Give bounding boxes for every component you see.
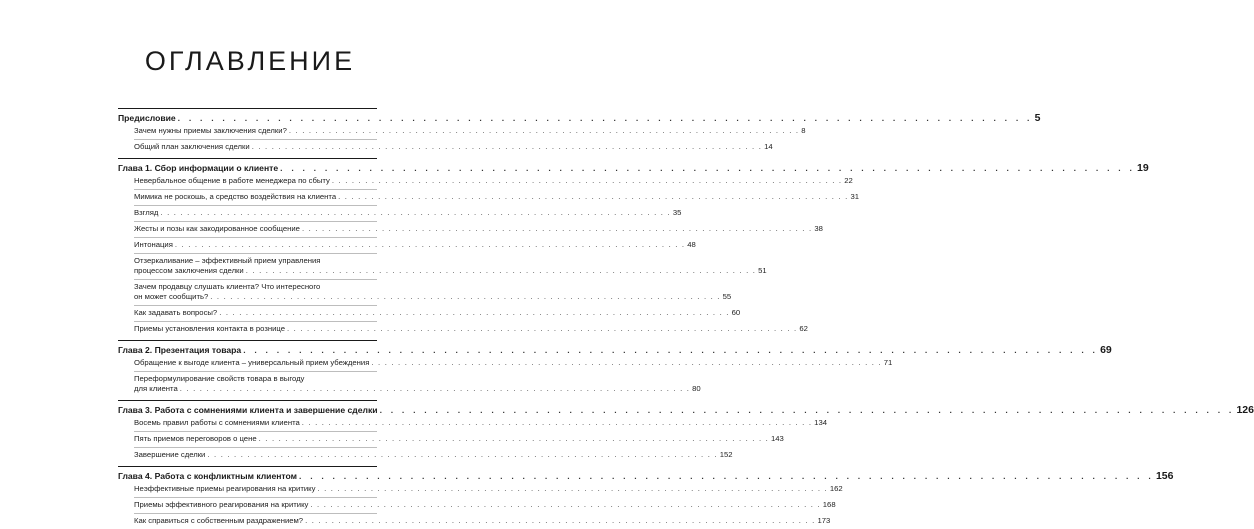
toc-item-title: Пять приемов переговоров о цене — [134, 434, 257, 443]
toc-chapter-title: Предисловие — [118, 113, 176, 123]
dot-leader — [332, 176, 842, 186]
toc-page-number: 156 — [1155, 470, 1174, 482]
toc-item[interactable] — [134, 306, 741, 322]
toc-item-title-line1: Переформулирование свойств товара в выгоду — [134, 374, 305, 383]
dot-leader — [246, 266, 756, 276]
toc-item-title-line1: Отзеркаливание – эффективный прием управления — [134, 256, 321, 265]
dot-leader — [310, 500, 820, 510]
toc-item[interactable] — [134, 514, 831, 529]
toc-item-title: Как справиться с собственным раздражением? — [134, 516, 304, 525]
toc-item[interactable] — [134, 254, 767, 280]
toc-item-title: Неэффективные приемы реагирования на критику — [134, 484, 316, 493]
toc-page-number: 71 — [883, 358, 893, 367]
dot-leader — [210, 292, 720, 302]
dot-leader — [338, 192, 848, 202]
toc-item[interactable] — [134, 238, 696, 254]
toc-page-number: 55 — [722, 292, 732, 301]
dot-leader — [371, 358, 881, 368]
toc-item-title: Приемы установления контакта в рознице — [134, 324, 285, 333]
dot-leader — [317, 484, 827, 494]
toc-item-title: Как задавать вопросы? — [134, 308, 218, 317]
toc-page-number: 5 — [1034, 112, 1041, 124]
dot-leader — [259, 434, 769, 444]
toc-chapter[interactable] — [118, 158, 1149, 174]
toc-item[interactable] — [134, 206, 682, 222]
toc-page-number: 31 — [850, 192, 860, 201]
toc-item[interactable] — [134, 432, 784, 448]
toc-page-number: 134 — [814, 418, 827, 427]
toc-chapter-title: Глава 3. Работа с сомнениями клиента и завершение сделки — [118, 405, 378, 415]
toc-chapter[interactable] — [118, 400, 1254, 416]
toc-chapter[interactable] — [118, 466, 1174, 482]
table-of-contents — [118, 108, 1254, 529]
toc-item[interactable] — [134, 356, 893, 372]
toc-page-number: 69 — [1100, 344, 1112, 356]
toc-item[interactable] — [134, 174, 853, 190]
toc-page-number: 143 — [771, 434, 784, 443]
toc-chapter[interactable] — [118, 340, 1112, 356]
toc-item[interactable] — [134, 222, 823, 238]
dot-leader — [380, 404, 1235, 416]
toc-item-title: Завершение сделки — [134, 450, 206, 459]
dot-leader — [302, 418, 812, 428]
toc-page-number: 38 — [814, 224, 823, 233]
toc-page-number: 60 — [731, 308, 741, 317]
toc-item[interactable] — [134, 372, 701, 397]
dot-leader — [302, 224, 812, 234]
dot-leader — [180, 384, 690, 394]
toc-page-number: 62 — [799, 324, 808, 333]
toc-page-number: 168 — [822, 500, 836, 509]
toc-chapter-title: Глава 2. Презентация товара — [118, 345, 242, 355]
toc-item-title: Жесты и позы как закодированное сообщение — [134, 224, 300, 233]
toc-item[interactable] — [134, 482, 843, 498]
toc-item-title: Интонация — [134, 240, 173, 249]
dot-leader — [160, 208, 670, 218]
toc-page-number: 14 — [764, 142, 773, 151]
dot-leader — [178, 112, 1033, 124]
dot-leader — [207, 450, 717, 460]
toc-page-number: 48 — [687, 240, 696, 249]
dot-leader — [287, 324, 797, 334]
toc-item[interactable] — [134, 140, 773, 155]
toc-page-number: 8 — [801, 126, 806, 135]
toc-page-number: 35 — [672, 208, 682, 217]
toc-chapter-title: Глава 1. Сбор информации о клиенте — [118, 163, 279, 173]
dot-leader — [252, 142, 762, 152]
toc-item-title: он может сообщить? — [134, 292, 209, 301]
toc-item-title: Зачем нужны приемы заключения сделки? — [134, 126, 287, 135]
toc-item[interactable] — [134, 322, 808, 337]
toc-page-number: 80 — [692, 384, 701, 393]
toc-item-title: Приемы эффективного реагирования на критику — [134, 500, 309, 509]
toc-item[interactable] — [134, 124, 806, 140]
toc-item-title: процессом заключения сделки — [134, 266, 244, 275]
toc-item-title: Взгляд — [134, 208, 159, 217]
dot-leader — [299, 470, 1154, 482]
dot-leader — [175, 240, 685, 250]
dot-leader — [289, 126, 799, 136]
page-title: ОГЛАВЛЕНИЕ — [144, 46, 356, 76]
toc-item-title: для клиента — [134, 384, 178, 393]
toc-item[interactable] — [134, 190, 860, 206]
toc-chapter[interactable] — [118, 108, 1041, 124]
toc-item[interactable] — [134, 448, 733, 463]
toc-page-number: 152 — [719, 450, 733, 459]
toc-page-number: 126 — [1236, 404, 1254, 416]
toc-page-number: 19 — [1137, 162, 1149, 174]
dot-leader — [305, 516, 815, 526]
toc-chapter-title: Глава 4. Работа с конфликтным клиентом — [118, 471, 298, 481]
toc-item-title: Восемь правил работы с сомнениями клиента — [134, 418, 300, 427]
toc-page-number: 162 — [829, 484, 843, 493]
toc-item[interactable] — [134, 416, 827, 432]
dot-leader — [280, 162, 1135, 174]
toc-item-title: Обращение к выгоде клиента – универсальный прием убеждения — [134, 358, 370, 367]
toc-item-title: Общий план заключения сделки — [134, 142, 250, 151]
toc-item-title-line1: Зачем продавцу слушать клиента? Что интересного — [134, 282, 321, 291]
toc-item-title: Мимика не роскошь, а средство воздействия на клиента — [134, 192, 337, 201]
dot-leader — [243, 344, 1098, 356]
dot-leader — [219, 308, 729, 318]
toc-item[interactable] — [134, 498, 836, 514]
toc-page-number: 51 — [758, 266, 767, 275]
toc-page-number: 173 — [817, 516, 831, 525]
toc-item[interactable] — [134, 280, 732, 306]
toc-page-number: 22 — [844, 176, 853, 185]
toc-item-title: Невербальное общение в работе менеджера по сбыту — [134, 176, 330, 185]
